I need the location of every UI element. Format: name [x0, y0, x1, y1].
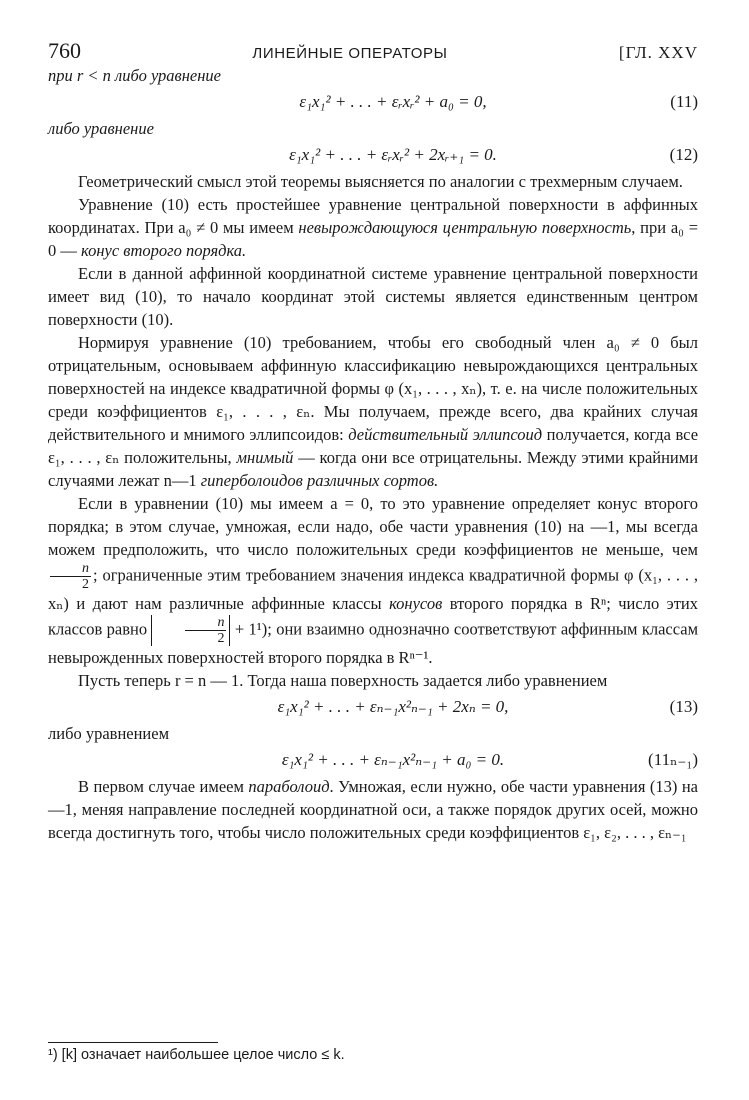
equation-number: (13)	[669, 697, 698, 716]
text-span: получается, когда все ε₁, . . . , εₙ положительны,	[48, 425, 699, 467]
paragraph-central-surface	[48, 193, 698, 262]
equation-number: (11ₙ₋₁)	[648, 750, 698, 769]
equation-11-n-1	[48, 745, 698, 775]
text-span: второго порядка в Rⁿ; число этих классов равно	[48, 594, 699, 639]
text-span: В первом случае имеем	[78, 777, 244, 796]
footnote	[48, 1042, 698, 1063]
italic-term: действительный эллипсоид	[348, 425, 543, 444]
text-span: Если в уравнении (10) мы имеем a = 0, то это уравнение определяет конус второго порядка; в этом случае, умножая, если надо, обе части уравнения (10) на —1, мы всегда можем предположить, что число положительных среди коэффициентов не меньше, чем	[48, 494, 698, 559]
footnote-rule	[48, 1042, 218, 1043]
italic-term: параболоид	[248, 777, 330, 796]
equation-body: ε₁x₁² + . . . + εₙ₋₁x²ₙ₋₁ + a₀ = 0.	[281, 750, 505, 769]
text-span: Уравнение (10) есть простейшее уравнение центральной поверхности в аффинных координатах. При a₀ ≠ 0 мы имеем	[48, 195, 698, 237]
italic-term: гиперболоидов различных сортов.	[200, 471, 439, 490]
fraction-denominator: 2	[82, 577, 89, 592]
equation-11	[48, 87, 698, 117]
fraction-denominator: 2	[217, 631, 225, 646]
footnote-text: ¹) [k] означает наибольшее целое число ≤ k.	[48, 1047, 345, 1063]
text-span: , при a₀ = 0 —	[48, 218, 698, 260]
paragraph-paraboloid	[48, 775, 698, 844]
page-number: 760	[48, 38, 81, 63]
equation-body: ε₁x₁² + . . . + εₙ₋₁x²ₙ₋₁ + 2xₙ = 0,	[277, 697, 509, 716]
floor-bracket	[151, 615, 230, 646]
text-span: . Умножая, если нужно, обе части уравнения (13) на —1, меняя направление последней координатной оси, а также порядок других осей, можно всегда достигнуть того, чтобы число положительных среди коэффициентов ε₁, ε₂, . . . , εₙ₋₁	[48, 777, 699, 842]
text-line-either: либо уравнением	[48, 724, 170, 743]
text-span: + 1¹); они взаимно однозначно соответствуют аффинным классам невырожденных поверхностей второго порядка в Rⁿ⁻¹.	[48, 619, 699, 667]
italic-term: мнимый	[236, 448, 294, 467]
equation-body: ε₁x₁² + . . . + εᵣxᵣ² + a₀ = 0,	[299, 92, 487, 111]
paragraph-center: Если в данной аффинной координатной системе уравнение центральной поверхности имеет вид (10), то начало координат этой системы является единственным центром поверхности (10).	[48, 264, 698, 329]
fraction-n-over-2	[50, 561, 91, 592]
page	[48, 38, 698, 844]
page-header	[48, 38, 698, 64]
equation-12	[48, 140, 698, 170]
fraction-numerator: n	[185, 615, 226, 631]
text-span: — когда они все отрицательны. Между этими крайними случаями лежат n—1	[48, 448, 699, 490]
paragraph-cone	[48, 492, 698, 669]
equation-number: (11)	[670, 92, 698, 111]
chapter-label: [ГЛ. XXV	[618, 43, 698, 62]
equation-13	[48, 692, 698, 722]
text-span: ; ограниченные этим требованием значения индекса квадратичной формы φ (x₁, . . . , xₙ) и дают нам различные аффинные классы	[48, 565, 698, 613]
running-title: ЛИНЕЙНЫЕ ОПЕРАТОРЫ	[252, 45, 448, 62]
fraction-n-over-2	[185, 615, 226, 646]
italic-term: конусов	[389, 594, 443, 613]
text-span: Нормируя уравнение (10) требованием, чтобы его свободный член a₀ ≠ 0 был отрицательным, основываем аффинную классификацию невырождающихся центральных поверхностей на индексе квадратичной формы φ (x₁, . . . , xₙ), т. е. на числе положительных среди коэффициентов ε₁, . . . , εₙ. Мы получаем, прежде всего, два крайних случая действительного и мнимого эллипсоидов:	[48, 333, 698, 444]
paragraph-r-equals-n-minus-1: Пусть теперь r = n — 1. Тогда наша поверхность задается либо уравнением	[78, 671, 608, 690]
italic-term: невырождающуюся центральную поверхность	[298, 218, 632, 237]
text-line-1: при r < n либо уравнение	[48, 66, 221, 85]
paragraph-normalization	[48, 331, 698, 492]
italic-term: конус второго порядка.	[81, 241, 247, 260]
fraction-numerator: n	[50, 561, 91, 577]
equation-number: (12)	[669, 145, 698, 164]
equation-body: ε₁x₁² + . . . + εᵣxᵣ² + 2xᵣ₊₁ = 0.	[289, 145, 497, 164]
paragraph-geometric-sense: Геометрический смысл этой теоремы выясняется по аналогии с трехмерным случаем.	[78, 172, 683, 191]
text-line-2: либо уравнение	[48, 119, 154, 138]
